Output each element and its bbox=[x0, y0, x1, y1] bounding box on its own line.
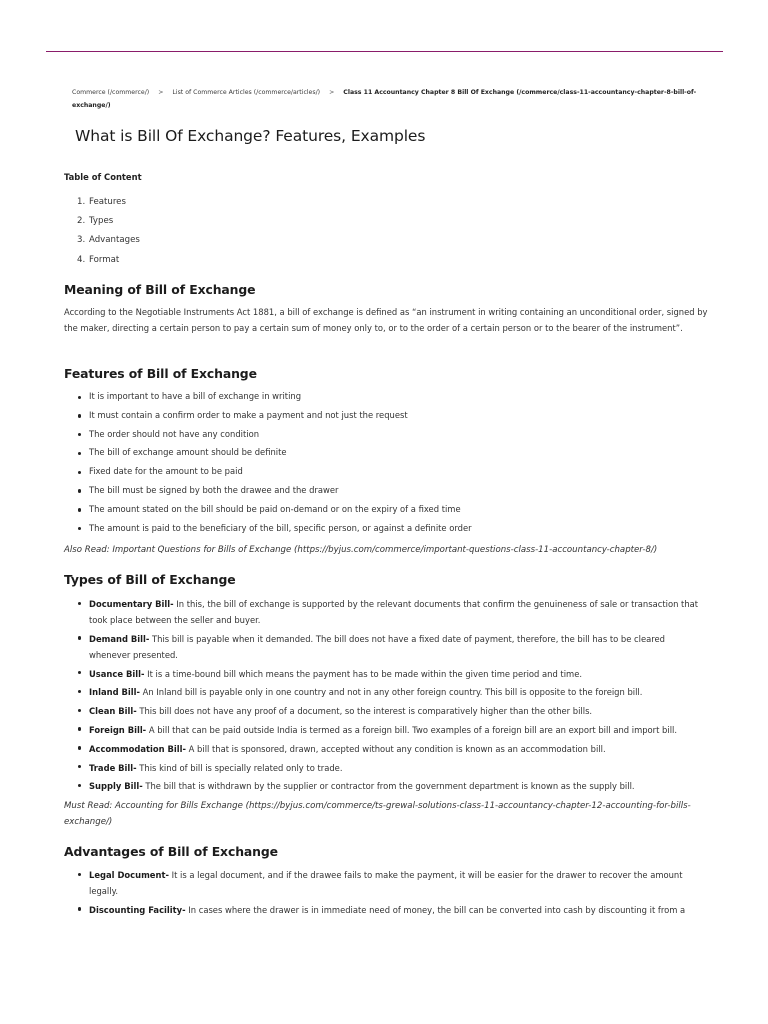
list-item-term: Trade Bill- bbox=[89, 762, 137, 773]
list-item: The bill must be signed by both the drawee and the drawer bbox=[78, 484, 708, 503]
list-item-text: It is a legal document, and if the drawee fails to make the payment, it will be easier for the drawer to recover the amount legally. bbox=[89, 870, 683, 896]
section-heading-meaning: Meaning of Bill of Exchange bbox=[64, 282, 256, 297]
toc-item-number: 2. bbox=[77, 216, 86, 227]
list-item: Fixed date for the amount to be paid bbox=[78, 465, 708, 484]
list-item bbox=[78, 867, 708, 899]
toc-item-number: 1. bbox=[77, 197, 86, 207]
breadcrumb bbox=[72, 86, 700, 112]
toc-item-types[interactable] bbox=[77, 216, 140, 235]
list-item: It must contain a confirm order to make a payment and not just the request bbox=[78, 409, 708, 428]
list-item-term: Legal Document- bbox=[89, 870, 169, 880]
toc-item-label: Format bbox=[89, 254, 120, 265]
list-item: The amount stated on the bill should be paid on-demand or on the expiry of a fixed time bbox=[78, 503, 708, 522]
header-divider bbox=[46, 51, 723, 52]
list-item bbox=[78, 684, 708, 700]
section-heading-features: Features of Bill of Exchange bbox=[64, 366, 257, 381]
breadcrumb-separator: > bbox=[158, 89, 164, 96]
list-item: It is important to have a bill of exchange in writing bbox=[78, 390, 708, 409]
toc-item-format[interactable] bbox=[77, 255, 140, 274]
table-of-contents bbox=[77, 197, 140, 274]
toc-title: Table of Content bbox=[64, 172, 142, 182]
list-item-text: This bill does not have any proof of a document, so the interest is comparatively higher than the other bills. bbox=[136, 706, 593, 717]
toc-item-features[interactable] bbox=[77, 197, 140, 216]
toc-item-label: Features bbox=[89, 197, 126, 207]
breadcrumb-link-articles[interactable]: List of Commerce Articles (/commerce/articles/) bbox=[172, 89, 321, 96]
page-title: What is Bill Of Exchange? Features, Examples bbox=[75, 127, 426, 145]
list-item bbox=[78, 703, 708, 719]
list-item-text: This bill is payable when it demanded. The bill does not have a fixed date of payment, therefore, the bill has to be cleared whenever presented. bbox=[89, 633, 665, 660]
list-item bbox=[78, 760, 708, 776]
features-list bbox=[78, 390, 708, 540]
list-item: The order should not have any condition bbox=[78, 428, 708, 447]
list-item-term: Documentary Bill- bbox=[89, 599, 174, 609]
list-item-text: In cases where the drawer is in immediate need of money, the bill can be converted into cash by discounting it from a bbox=[185, 904, 686, 915]
list-item: The amount is paid to the beneficiary of the bill, specific person, or against a definite order bbox=[78, 522, 708, 541]
list-item-text: An Inland bill is payable only in one country and not in any other foreign country. This bill is opposite to the foreign bill. bbox=[139, 687, 643, 698]
list-item-text: The bill that is withdrawn by the supplier or contractor from the government department is known as the supply bill. bbox=[142, 781, 635, 792]
list-item bbox=[78, 778, 708, 794]
list-item bbox=[78, 631, 708, 663]
list-item-term: Supply Bill- bbox=[89, 781, 143, 792]
toc-item-label: Advantages bbox=[89, 235, 140, 246]
meaning-paragraph: According to the Negotiable Instruments Act 1881, a bill of exchange is defined as “an instrument in writing containing an unconditional order, signed by the maker, directing a certain person to pay a certain sum of money only to, or to the order of a certain person or to the bearer of the instrument”. bbox=[64, 307, 708, 333]
must-read-link[interactable]: Must Read: Accounting for Bills Exchange (https://byjus.com/commerce/ts-grewal-solutions-class-11-accountancy-chapter-12-accounting-for-bills-exchange/) bbox=[64, 801, 691, 827]
types-list bbox=[78, 596, 708, 797]
breadcrumb-separator: > bbox=[329, 89, 335, 96]
list-item-term: Foreign Bill- bbox=[89, 724, 147, 735]
list-item bbox=[78, 741, 708, 757]
list-item: The bill of exchange amount should be definite bbox=[78, 446, 708, 465]
list-item-term: Accommodation Bill- bbox=[89, 743, 186, 754]
breadcrumb-current-page[interactable]: Class 11 Accountancy Chapter 8 Bill Of Exchange (/commerce/class-11-accountancy-chapter-8-bill-of-exchange/) bbox=[72, 89, 697, 109]
breadcrumb-link-commerce[interactable]: Commerce (/commerce/) bbox=[72, 89, 150, 96]
list-item bbox=[78, 666, 708, 682]
toc-item-label: Types bbox=[89, 216, 114, 227]
list-item bbox=[78, 722, 708, 738]
list-item-text: This kind of bill is specially related only to trade. bbox=[136, 762, 343, 773]
list-item-text: It is a time-bound bill which means the payment has to be made within the given time period and time. bbox=[144, 668, 583, 679]
list-item-term: Demand Bill- bbox=[89, 633, 150, 644]
list-item bbox=[78, 902, 708, 918]
advantages-list bbox=[78, 867, 708, 921]
section-heading-advantages: Advantages of Bill of Exchange bbox=[64, 844, 278, 859]
list-item-term: Inland Bill- bbox=[89, 687, 140, 698]
list-item-text: In this, the bill of exchange is supported by the relevant documents that confirm the genuineness of sale or transaction that took place between the seller and buyer. bbox=[89, 599, 699, 625]
list-item-text: A bill that is sponsored, drawn, accepted without any condition is known as an accommodation bill. bbox=[186, 743, 606, 754]
toc-item-number: 3. bbox=[77, 235, 86, 246]
toc-item-advantages[interactable] bbox=[77, 235, 140, 254]
list-item-text: A bill that can be paid outside India is termed as a foreign bill. Two examples of a foreign bill are an export bill and import bill. bbox=[146, 724, 678, 735]
also-read-link[interactable]: Also Read: Important Questions for Bills of Exchange (https://byjus.com/commerce/important-questions-class-11-accountancy-chapter-8/) bbox=[64, 545, 658, 555]
toc-item-number: 4. bbox=[77, 254, 86, 265]
list-item-term: Clean Bill- bbox=[89, 706, 137, 717]
list-item bbox=[78, 596, 708, 628]
list-item-term: Discounting Facility- bbox=[89, 904, 186, 915]
section-heading-types: Types of Bill of Exchange bbox=[64, 572, 236, 587]
list-item-term: Usance Bill- bbox=[89, 668, 145, 679]
